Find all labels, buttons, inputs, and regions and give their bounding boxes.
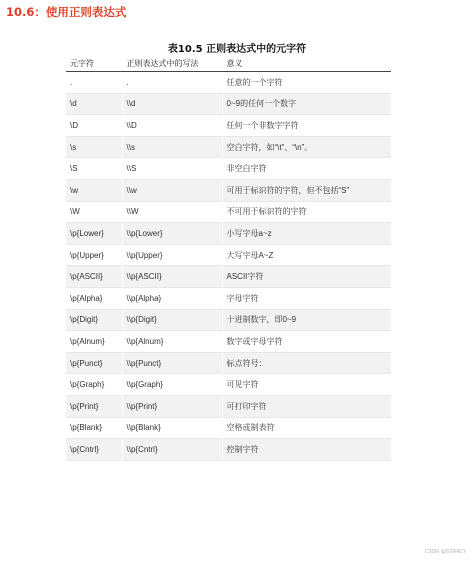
cell-metachar: \p{Punct} bbox=[66, 352, 122, 374]
cell-regex-notation: \\p{Punct} bbox=[122, 352, 222, 374]
cell-metachar: \p{Lower} bbox=[66, 223, 122, 245]
cell-metachar: \p{Blank} bbox=[66, 417, 122, 439]
cell-metachar: \p{Print} bbox=[66, 395, 122, 417]
table-row bbox=[66, 244, 391, 266]
table-row bbox=[66, 352, 391, 374]
cell-metachar: \p{Cntrl} bbox=[66, 439, 122, 461]
metachar-table bbox=[66, 55, 391, 461]
cell-metachar: \p{Digit} bbox=[66, 309, 122, 331]
cell-meaning: 小写字母a~z bbox=[222, 223, 391, 245]
metachar-table-body bbox=[66, 55, 391, 460]
cell-regex-notation: \\p{Alpha} bbox=[122, 287, 222, 309]
cell-meaning: 空格或制表符 bbox=[222, 417, 391, 439]
cell-metachar: \p{Alnum} bbox=[66, 331, 122, 353]
header-meaning: 意义 bbox=[222, 55, 391, 72]
cell-meaning: 可打印字符 bbox=[222, 395, 391, 417]
table-row bbox=[66, 115, 391, 137]
cell-metachar: \D bbox=[66, 115, 122, 137]
cell-meaning: 标点符号： bbox=[222, 352, 391, 374]
cell-regex-notation: \\p{Print} bbox=[122, 395, 222, 417]
cell-meaning: 控制字符 bbox=[222, 439, 391, 461]
cell-metachar: . bbox=[66, 72, 122, 94]
table-row bbox=[66, 266, 391, 288]
cell-meaning: 不可用于标识符的字符 bbox=[222, 201, 391, 223]
cell-regex-notation: \\D bbox=[122, 115, 222, 137]
table-caption: 表10.5 正则表达式中的元字符 bbox=[167, 44, 307, 55]
watermark: CSDN @JSTARCY bbox=[424, 549, 466, 555]
cell-regex-notation: \\S bbox=[122, 158, 222, 180]
cell-metachar: \d bbox=[66, 93, 122, 115]
table-row bbox=[66, 158, 391, 180]
table-row bbox=[66, 179, 391, 201]
table-row bbox=[66, 72, 391, 94]
cell-regex-notation: . bbox=[122, 72, 222, 94]
table-row bbox=[66, 309, 391, 331]
cell-metachar: \p{Alpha} bbox=[66, 287, 122, 309]
cell-metachar: \S bbox=[66, 158, 122, 180]
cell-regex-notation: \\d bbox=[122, 93, 222, 115]
cell-meaning: 0~9的任何一个数字 bbox=[222, 93, 391, 115]
header-metachar: 元字符 bbox=[66, 55, 122, 72]
table-row bbox=[66, 93, 391, 115]
cell-meaning: ASCII字符 bbox=[222, 266, 391, 288]
cell-meaning: 非空白字符 bbox=[222, 158, 391, 180]
cell-meaning: 十进制数字，即0~9 bbox=[222, 309, 391, 331]
table-row bbox=[66, 374, 391, 396]
header-regex-notation: 正则表达式中的写法 bbox=[122, 55, 222, 72]
cell-metachar: \p{Graph} bbox=[66, 374, 122, 396]
cell-regex-notation: \\p{Digit} bbox=[122, 309, 222, 331]
table-row bbox=[66, 136, 391, 158]
cell-metachar: \W bbox=[66, 201, 122, 223]
cell-regex-notation: \\p{ASCII} bbox=[122, 266, 222, 288]
table-row bbox=[66, 331, 391, 353]
cell-regex-notation: \\p{Graph} bbox=[122, 374, 222, 396]
cell-metachar: \p{Upper} bbox=[66, 244, 122, 266]
table-row bbox=[66, 417, 391, 439]
table-row bbox=[66, 223, 391, 245]
section-heading: 10.6：使用正则表达式 bbox=[6, 5, 127, 19]
cell-meaning: 数字或字母字符 bbox=[222, 331, 391, 353]
cell-regex-notation: \\w bbox=[122, 179, 222, 201]
cell-meaning: 空白字符，如“\t”、“\n”。 bbox=[222, 136, 391, 158]
cell-meaning: 任意的一个字符 bbox=[222, 72, 391, 94]
cell-meaning: 任何一个非数字字符 bbox=[222, 115, 391, 137]
cell-metachar: \s bbox=[66, 136, 122, 158]
cell-metachar: \w bbox=[66, 179, 122, 201]
table-row bbox=[66, 201, 391, 223]
cell-meaning: 字母字符 bbox=[222, 287, 391, 309]
cell-regex-notation: \\W bbox=[122, 201, 222, 223]
cell-metachar: \p{ASCII} bbox=[66, 266, 122, 288]
cell-meaning: 大写字母A~Z bbox=[222, 244, 391, 266]
cell-regex-notation: \\p{Lower} bbox=[122, 223, 222, 245]
cell-regex-notation: \\p{Blank} bbox=[122, 417, 222, 439]
table-row bbox=[66, 287, 391, 309]
table-header-row bbox=[66, 55, 391, 72]
cell-regex-notation: \\s bbox=[122, 136, 222, 158]
cell-regex-notation: \\p{Alnum} bbox=[122, 331, 222, 353]
table-row bbox=[66, 395, 391, 417]
cell-meaning: 可见字符 bbox=[222, 374, 391, 396]
cell-meaning: 可用于标识符的字符，但不包括“S” bbox=[222, 179, 391, 201]
cell-regex-notation: \\p{Cntrl} bbox=[122, 439, 222, 461]
table-row bbox=[66, 439, 391, 461]
cell-regex-notation: \\p{Upper} bbox=[122, 244, 222, 266]
